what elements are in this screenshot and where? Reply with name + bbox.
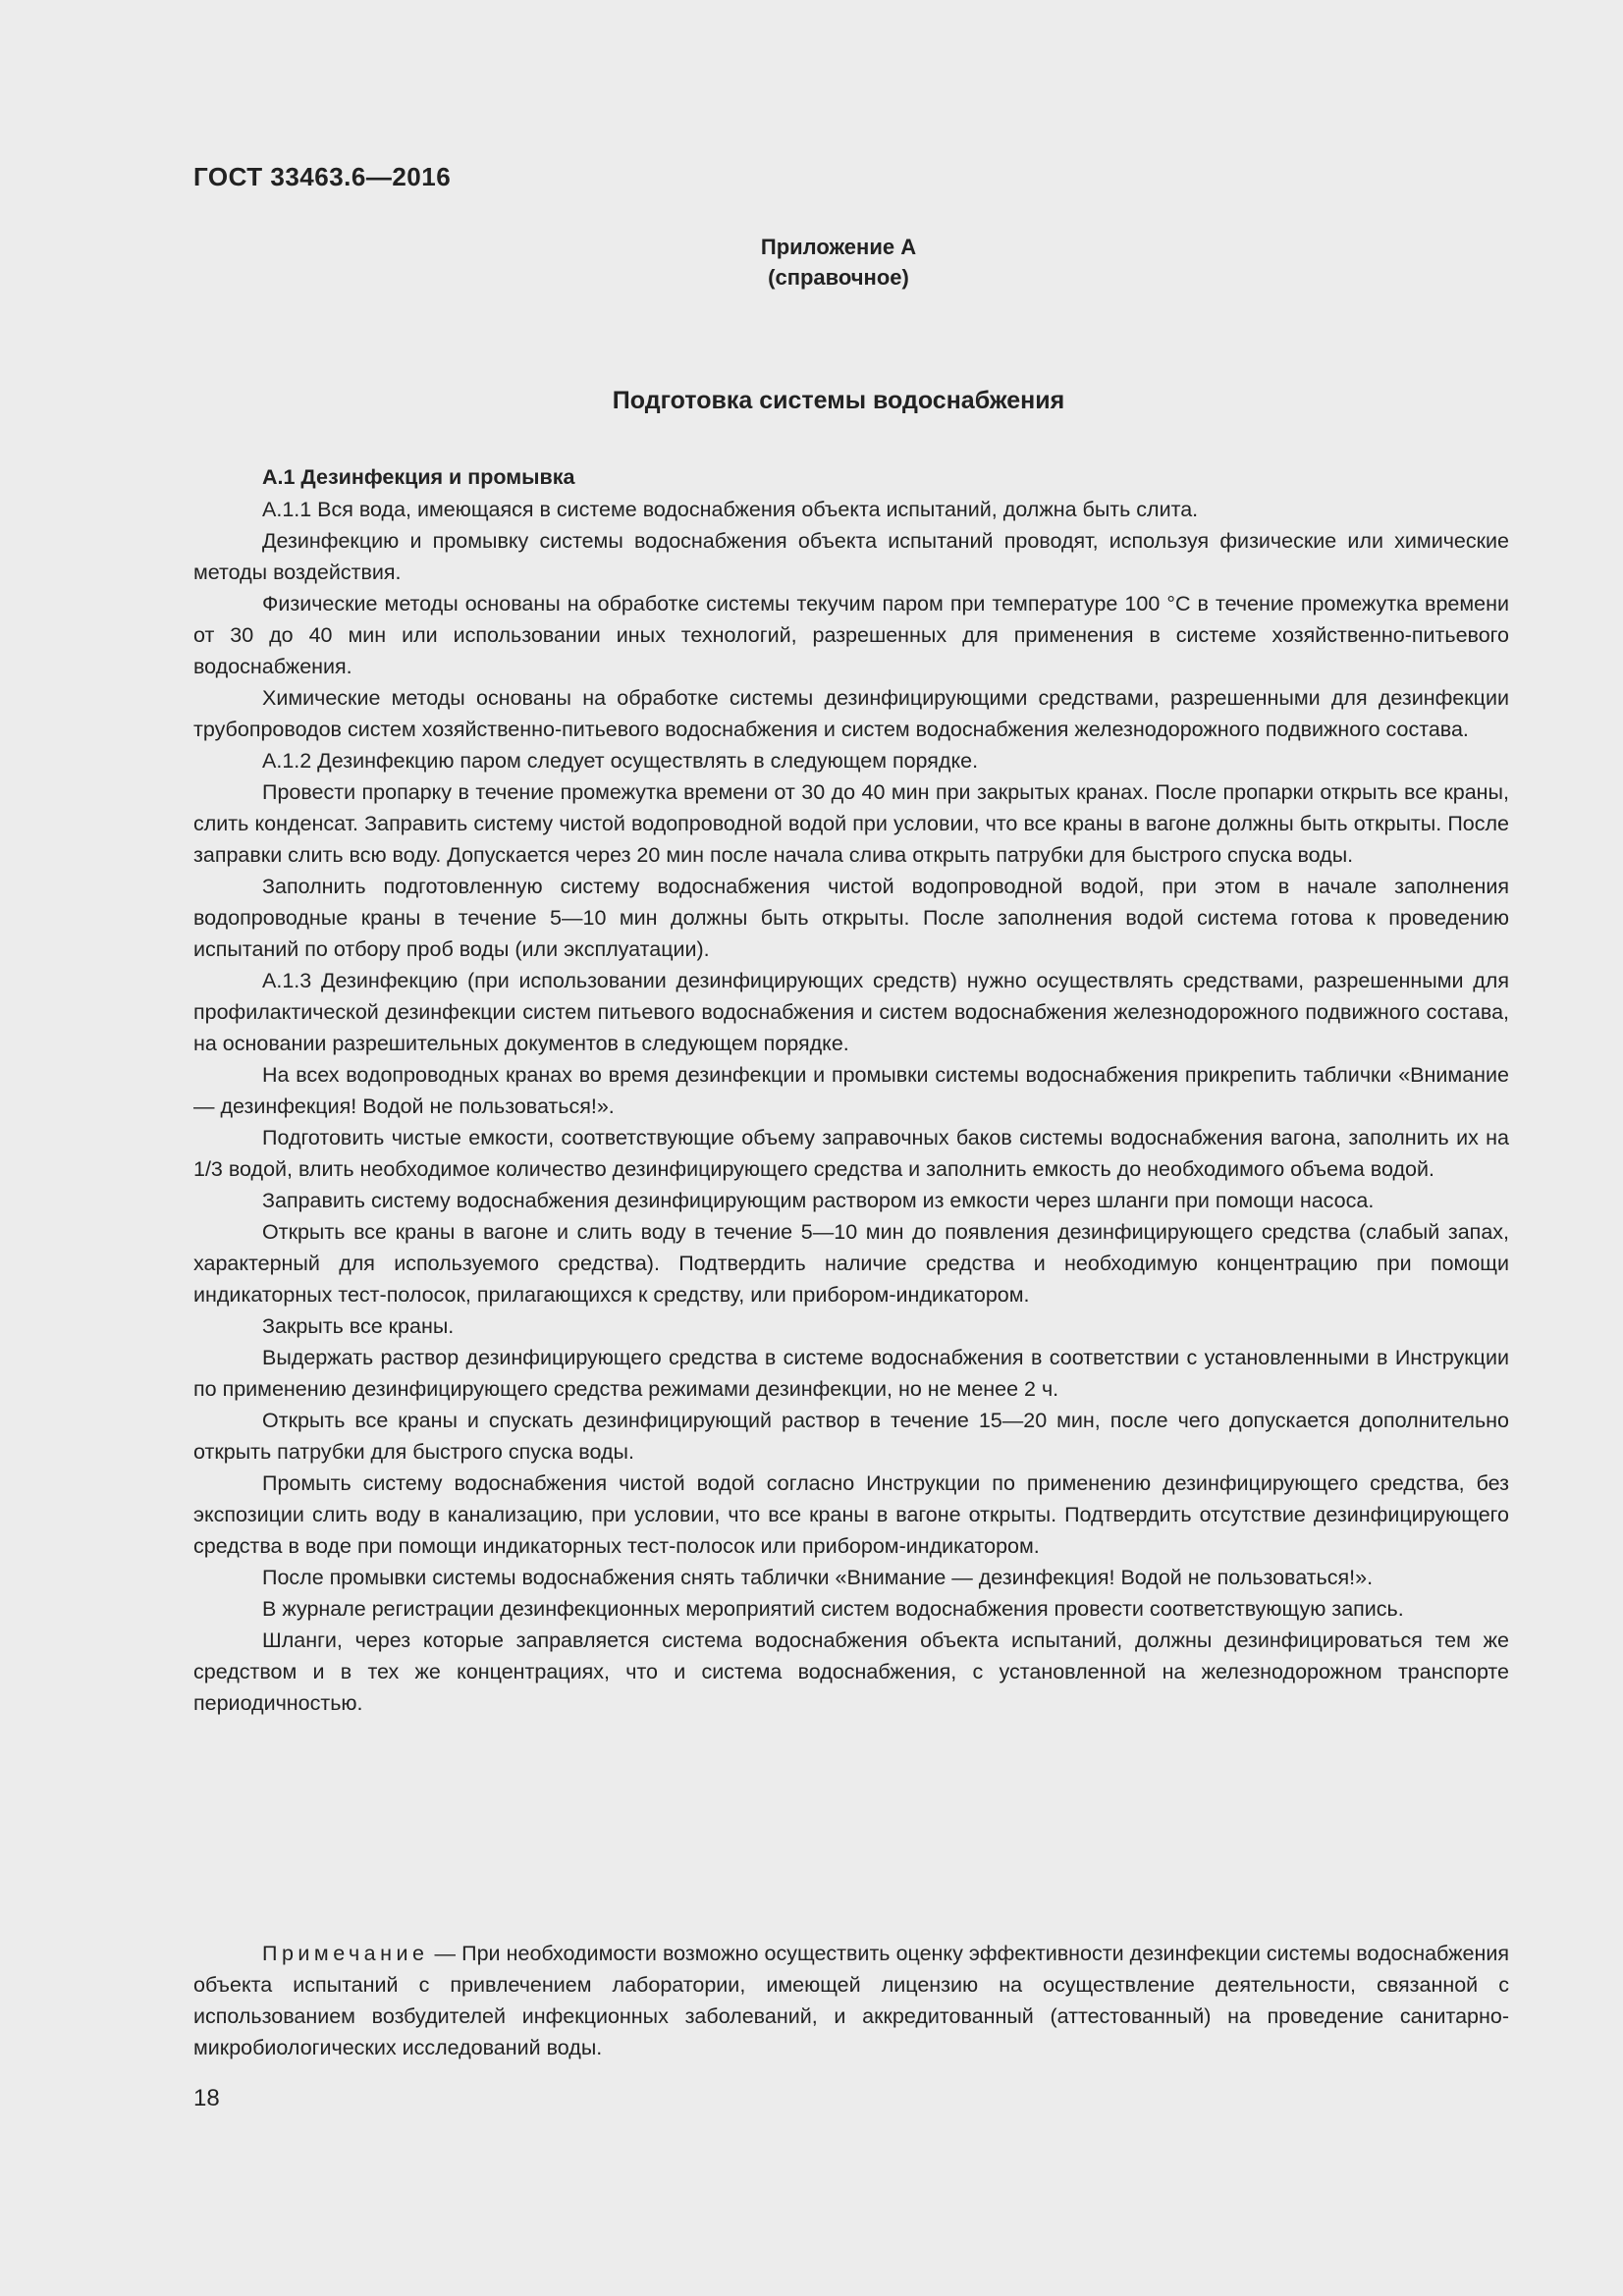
note (193, 1938, 1509, 2063)
paragraph: А.1.1 Вся вода, имеющаяся в системе водоснабжения объекта испытаний, должна быть слита. (262, 498, 1199, 521)
paragraph: После промывки системы водоснабжения снять таблички «Внимание — дезинфекция! Водой не пользоваться!». (262, 1566, 1374, 1589)
paragraph: Шланги, через которые заправляется система водоснабжения объекта испытаний, должны дезинфицироваться тем же средством и в тех же концентрациях, что и система водоснабжения, с установленной на железнодорожном транспорте периодичностью. (193, 1629, 1509, 1715)
paragraph: А.1.2 Дезинфекцию паром следует осуществлять в следующем порядке. (262, 749, 979, 773)
paragraph: Подготовить чистые емкости, соответствующие объему заправочных баков системы водоснабжения вагона, заполнить их на 1/3 водой, влить необходимое количество дезинфицирующего средства и заполнить емкость до необходимого объема водой. (193, 1126, 1509, 1181)
paragraph: На всех водопроводных кранах во время дезинфекции и промывки системы водоснабжения прикрепить таблички «Внимание — дезинфекция! Водой не пользоваться!». (193, 1063, 1509, 1118)
appendix-type: (справочное) (768, 265, 909, 290)
section-heading: А.1 Дезинфекция и промывка (262, 465, 575, 489)
paragraph: Химические методы основаны на обработке системы дезинфицирующими средствами, разрешенными для дезинфекции трубопроводов систем хозяйственно-питьевого водоснабжения и систем водоснабжения железнодорожного подвижного состава. (193, 686, 1509, 741)
document-header: ГОСТ 33463.6—2016 (193, 162, 452, 191)
paragraph: Закрыть все краны. (262, 1314, 455, 1338)
paragraph: Дезинфекцию и промывку системы водоснабжения объекта испытаний проводят, используя физические или химические методы воздействия. (193, 529, 1509, 584)
paragraph: Физические методы основаны на обработке системы текучим паром при температуре 100 °С в течение промежутка времени от 30 до 40 мин или использовании иных технологий, разрешенных для применения в системе хозяйственно-питьевого водоснабжения. (193, 592, 1509, 678)
section-body (193, 461, 1509, 1719)
paragraph: Провести пропарку в течение промежутка времени от 30 до 40 мин при закрытых кранах. После пропарки открыть все краны, слить конденсат. Заправить систему чистой водопроводной водой при условии, что все краны в вагоне должны быть открыты. После заправки слить всю воду. Допускается через 20 мин после начала слива открыть патрубки для быстрого спуска воды. (193, 780, 1509, 867)
note-text: — При необходимости возможно осуществить оценку эффективности дезинфекции системы водоснабжения объекта испытаний с привлечением лаборатории, имеющей лицензию на осуществление деятельности, связанной с использованием возбудителей инфекционных заболеваний, и аккредитованный (аттестованный) на проведение санитарно-микробиологических исследований воды. (193, 1942, 1509, 2059)
paragraph: А.1.3 Дезинфекцию (при использовании дезинфицирующих средств) нужно осуществлять средствами, разрешенными для профилактической дезинфекции систем питьевого водоснабжения и систем водоснабжения железнодорожного подвижного состава, на основании разрешительных документов в следующем порядке. (193, 969, 1509, 1055)
appendix-title: Подготовка системы водоснабжения (612, 387, 1065, 414)
paragraph: Заполнить подготовленную систему водоснабжения чистой водопроводной водой, при этом в начале заполнения водопроводные краны в течение 5—10 мин должны быть открыты. После заполнения водой система готова к проведению испытаний по отбору проб воды (или эксплуатации). (193, 875, 1509, 961)
appendix-block (0, 232, 1623, 293)
page-number: 18 (193, 2085, 220, 2111)
appendix-label: Приложение А (760, 235, 917, 259)
paragraph: Заправить систему водоснабжения дезинфицирующим раствором из емкости через шланги при помощи насоса. (262, 1189, 1375, 1212)
paragraph: Выдержать раствор дезинфицирующего средства в системе водоснабжения в соответствии с установленными в Инструкции по применению дезинфицирующего средства режимами дезинфекции, но не менее 2 ч. (193, 1346, 1509, 1401)
paragraph: В журнале регистрации дезинфекционных мероприятий систем водоснабжения провести соответствующую запись. (262, 1597, 1404, 1621)
paragraph: Промыть систему водоснабжения чистой водой согласно Инструкции по применению дезинфицирующего средства, без экспозиции слить воду в канализацию, при условии, что все краны в вагоне открыты. Подтвердить отсутствие дезинфицирующего средства в воде при помощи индикаторных тест-полосок или прибором-индикатором. (193, 1471, 1509, 1558)
paragraph: Открыть все краны и спускать дезинфицирующий раствор в течение 15—20 мин, после чего допускается дополнительно открыть патрубки для быстрого спуска воды. (193, 1409, 1509, 1464)
note-label: Примечание (262, 1942, 429, 1965)
paragraph: Открыть все краны в вагоне и слить воду в течение 5—10 мин до появления дезинфицирующего средства (слабый запах, характерный для используемого средства). Подтвердить наличие средства и необходимую концентрацию при помощи индикаторных тест-полосок, прилагающихся к средству, или прибором-индикатором. (193, 1220, 1509, 1307)
